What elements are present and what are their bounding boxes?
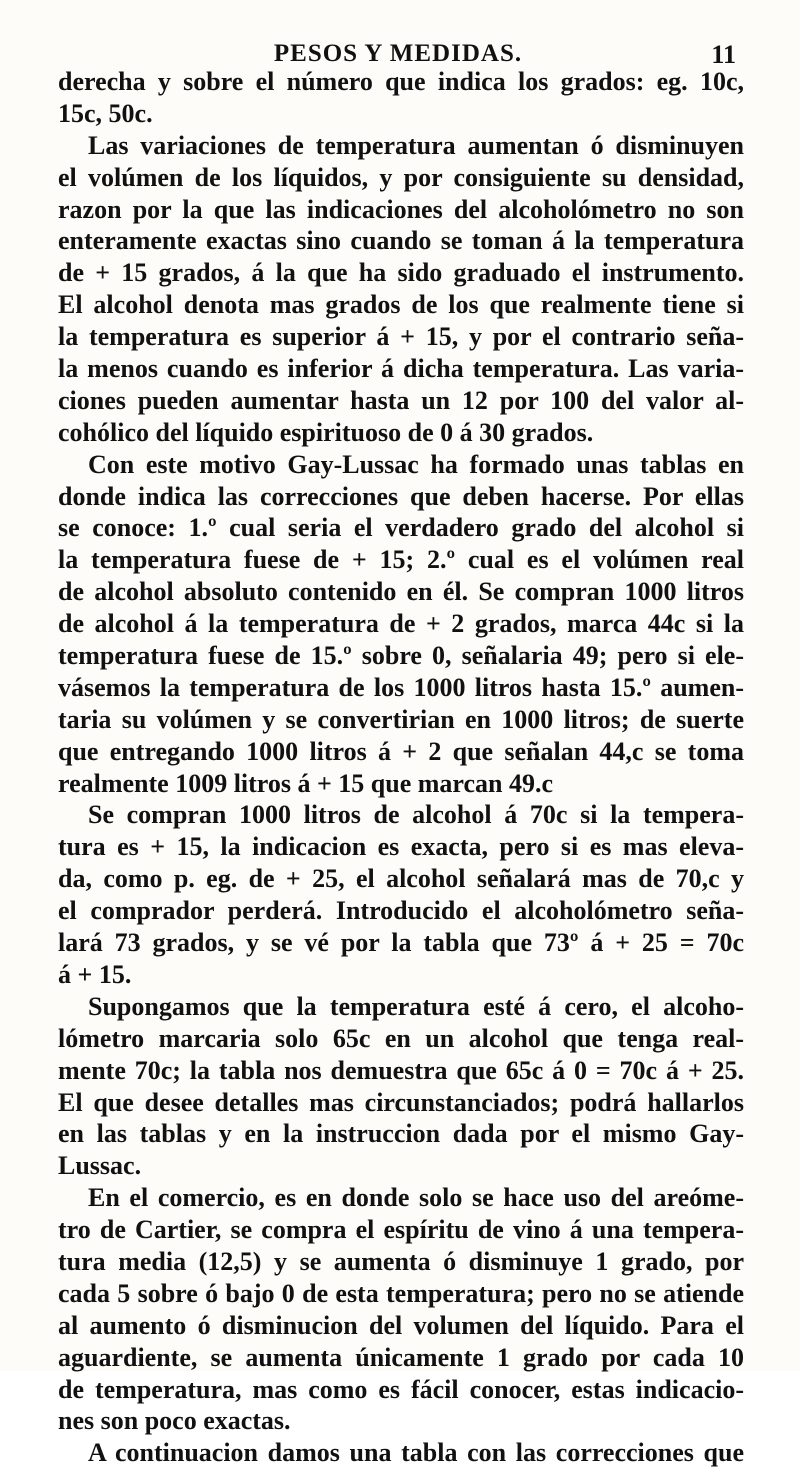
- page-number: 11: [711, 40, 736, 69]
- text-line: aguardiente, se aumenta únicamente 1 grado por cada 10: [58, 1342, 744, 1372]
- text-line: la temperatura fuese de + 15; 2.º cual es el volúmen real: [58, 545, 744, 575]
- text-line: se conoce: 1.º cual seria el verdadero grado del alcohol si: [58, 513, 744, 543]
- text-line: Supongamos que la temperatura esté á cero, el alcoho-: [88, 991, 744, 1021]
- text-line: 15c, 50c.: [58, 98, 153, 128]
- text-line: cohólico del líquido espirituoso de 0 á 30 grados.: [58, 417, 594, 447]
- text-line: de alcohol absoluto contenido en él. Se compran 1000 litros: [58, 577, 744, 607]
- text-line: donde indica las correcciones que deben hacerse. Por ellas: [58, 481, 744, 511]
- text-line: la temperatura es superior á + 15, y por el contrario seña-: [58, 322, 744, 352]
- text-line: el comprador perderá. Introducido el alcoholómetro seña-: [58, 896, 744, 926]
- text-line: razon por la que las indicaciones del alcoholómetro no son: [58, 194, 744, 224]
- text-line: la menos cuando es inferior á dicha temperatura. Las varia-: [58, 354, 744, 384]
- text-line: Las variaciones de temperatura aumentan ó disminuyen: [88, 130, 744, 160]
- text-line: taria su volúmen y se convertirian en 1000 litros; de suerte: [58, 704, 744, 734]
- text-line: vásemos la temperatura de los 1000 litros hasta 15.º aumen-: [58, 672, 744, 702]
- text-line: tro de Cartier, se compra el espíritu de vino á una tempera-: [58, 1215, 744, 1245]
- text-line: á + 15.: [58, 959, 132, 989]
- text-line: da, como p. eg. de + 25, el alcohol señalará mas de 70,c y: [58, 864, 744, 894]
- text-line: ciones pueden aumentar hasta un 12 por 100 del valor al-: [58, 385, 744, 415]
- text-line: Se compran 1000 litros de alcohol á 70c si la tempera-: [88, 800, 744, 830]
- text-line: A continuacion damos una tabla con las correcciones que: [88, 1438, 744, 1468]
- running-title: PESOS Y MEDIDAS.: [273, 40, 523, 67]
- text-line: derecha y sobre el número que indica los grados: eg. 10c,: [58, 67, 744, 96]
- text-line: realmente 1009 litros á + 15 que marcan 49.c: [58, 768, 554, 798]
- text-line: El que desee detalles mas circunstanciados; podrá hallarlos: [58, 1087, 744, 1117]
- text-line: de + 15 grados, á la que ha sido graduado el instrumento.: [58, 258, 744, 288]
- body-text: [58, 66, 744, 1469]
- text-line: Lussac.: [58, 1151, 142, 1181]
- text-line: enteramente exactas sino cuando se toman á la temperatura: [58, 226, 744, 256]
- text-line: El alcohol denota mas grados de los que realmente tiene si: [58, 290, 744, 320]
- text-line: mente 70c; la tabla nos demuestra que 65c á 0 = 70c á + 25.: [58, 1055, 744, 1085]
- text-line: lará 73 grados, y se vé por la tabla que 73º á + 25 = 70c: [58, 928, 744, 958]
- text-line: de alcohol á la temperatura de + 2 grados, marca 44c si la: [58, 609, 744, 639]
- text-line: de temperatura, mas como es fácil conocer, estas indicacio-: [58, 1374, 744, 1404]
- text-line: cada 5 sobre ó bajo 0 de esta temperatura; pero no se atiende: [58, 1278, 744, 1308]
- text-line: que entregando 1000 litros á + 2 que señalan 44,c se toma: [58, 736, 744, 766]
- text-line: Con este motivo Gay-Lussac ha formado unas tablas en: [88, 449, 744, 479]
- text-line: al aumento ó disminucion del volumen del líquido. Para el: [58, 1310, 744, 1340]
- text-line: nes son poco exactas.: [58, 1406, 291, 1436]
- text-line: el volúmen de los líquidos, y por consiguiente su densidad,: [58, 162, 744, 192]
- text-line: tura es + 15, la indicacion es exacta, pero si es mas eleva-: [58, 832, 744, 862]
- text-line: En el comercio, es en donde solo se hace uso del areóme-: [88, 1183, 744, 1213]
- text-line: tura media (12,5) y se aumenta ó disminuye 1 grado, por: [58, 1246, 744, 1276]
- text-line: en las tablas y en la instruccion dada por el mismo Gay-: [58, 1119, 744, 1149]
- text-line: temperatura fuese de 15.º sobre 0, señalaria 49; pero si ele-: [58, 641, 744, 671]
- text-line: lómetro marcaria solo 65c en un alcohol que tenga real-: [58, 1023, 744, 1053]
